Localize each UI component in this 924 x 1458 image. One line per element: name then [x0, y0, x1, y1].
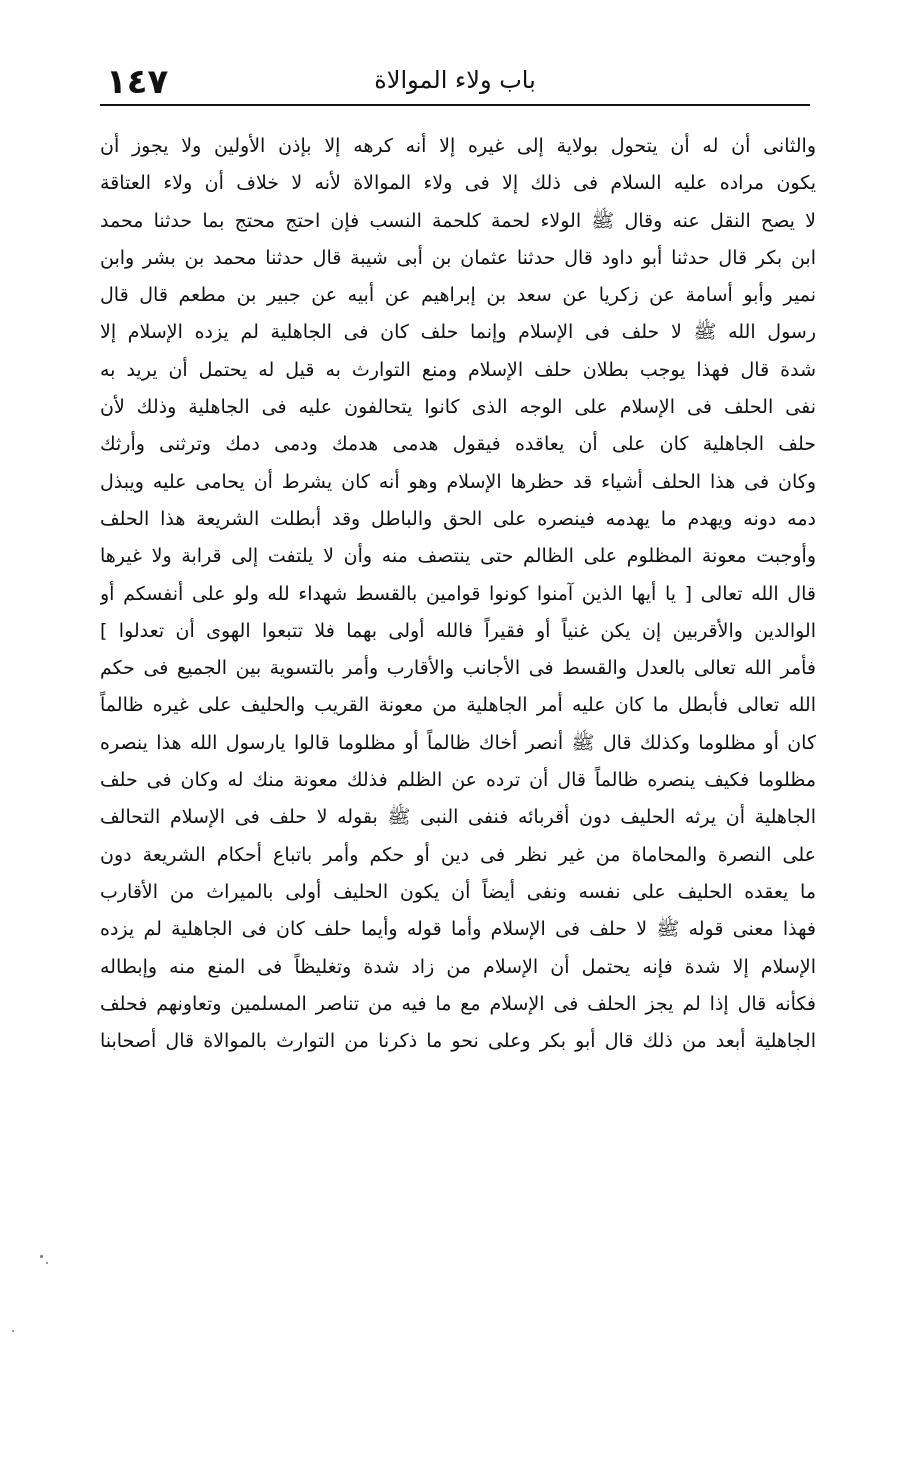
text-line: حلف الجاهلية كان على أن يعاقده فيقول هدمى هدمك ودمى دمك وترثنى وأرثك	[100, 433, 816, 456]
text-line: يكون مراده عليه السلام فى ذلك إلا فى ولاء الموالاة لأنه لا خلاف أن ولاء العتاقة	[100, 172, 816, 195]
scan-speck	[40, 1255, 43, 1258]
text-line: فأمر الله تعالى بالعدل والقسط فى الأجانب والأقارب وأمر بالتسوية بين الجميع فى حكم	[100, 657, 816, 680]
text-line: وأوجبت معونة المظلوم على الظالم حتى ينتصف منه وأن لا يلتفت إلى قرابة ولا غيرها	[100, 545, 816, 568]
text-line: شدة قال فهذا يوجب بطلان حلف الإسلام ومنع التوارث به قيل له يحتمل أن يريد به	[100, 358, 816, 381]
text-line: نمير وأبو أسامة عن زكريا عن سعد بن إبراهيم عن أبيه عن جبير بن مطعم قال قال	[100, 284, 816, 307]
text-line: مظلوما فكيف ينصره ظالماً قال أن ترده عن الظلم فذلك معونة منك له وكان فى حلف	[100, 769, 816, 792]
text-line: والثانى أن له أن يتحول بولاية إلى غيره إلا أنه كرهه إلا بإذن الأولين ولا يجوز أن	[100, 135, 816, 157]
text-line: الوالدين والأقربين إن يكن غنياً أو فقيراً فالله أولى بهما فلا تتبعوا الهوى أن تعدلوا ]	[100, 619, 816, 642]
page-number: ١٤٧	[106, 62, 169, 102]
text-line: الجاهلية أن يرثه الحليف دون أقربائه فنفى النبى ﷺ بقوله لا حلف فى الإسلام التحالف	[100, 806, 816, 829]
text-line: لا يصح النقل عنه وقال ﷺ الولاء لحمة كلحمة النسب فإن احتج محتج بما حدثنا محمد	[100, 209, 816, 232]
scan-speck	[12, 1330, 14, 1332]
text-line: كان أو مظلوما وكذلك قال ﷺ أنصر أخاك ظالماً أو مظلوما قالوا يارسول الله هذا ينصره	[100, 731, 816, 754]
text-line: الجاهلية أبعد من ذلك قال أبو بكر وعلى نحو ما ذكرنا من التوارث بالموالاة قال أصحابنا	[100, 1030, 816, 1053]
scan-speck	[46, 1262, 48, 1264]
text-line: الله تعالى فأبطل ما كان عليه أمر الجاهلية من معونة القريب والحليف على غيره ظالماً	[100, 694, 816, 717]
text-line: دمه دونه ويهدم ما يهدمه فينصره على الحق والباطل وقد أبطلت الشريعة هذا الحلف	[100, 507, 816, 530]
text-line: فهذا معنى قوله ﷺ لا حلف فى الإسلام وأما قوله وأيما حلف كان فى الجاهلية لم يزده	[100, 918, 816, 941]
body-text	[100, 128, 816, 1060]
text-line: قال الله تعالى [ يا أيها الذين آمنوا كونوا قوامين بالقسط شهداء لله ولو على أنفسكم أو	[100, 582, 816, 605]
text-line: ما يعقده الحليف على نفسه ونفى أيضاً أن يكون الحليف أولى بالميراث من الأقارب	[100, 880, 816, 903]
page-header	[100, 58, 810, 106]
text-line: فكأنه قال إذا لم يجز الحلف فى الإسلام مع ما فيه من تناصر المسلمين وتعاونهم فحلف	[100, 992, 816, 1015]
chapter-title: باب ولاء الموالاة	[374, 66, 536, 94]
text-line: نفى الحلف فى الإسلام على الوجه الذى كانوا يتحالفون عليه فى الجاهلية وذلك لأن	[100, 396, 816, 419]
text-line: ابن بكر قال حدثنا أبو داود قال حدثنا عثمان بن أبى شيبة قال حدثنا محمد بن بشر وابن	[100, 246, 816, 269]
text-line: رسول الله ﷺ لا حلف فى الإسلام وإنما حلف كان فى الجاهلية لم يزده الإسلام إلا	[100, 321, 816, 344]
text-line: الإسلام إلا شدة فإنه يحتمل أن الإسلام من زاد شدة وتغليظاً فى المنع منه وإبطاله	[100, 955, 816, 978]
header-divider	[100, 104, 810, 106]
text-line: وكان فى هذا الحلف أشياء قد حظرها الإسلام وهو أنه كان يشرط أن يحامى عليه ويبذل	[100, 470, 816, 493]
text-line: على النصرة والمحاماة من غير نظر فى دين أو حكم وأمر باتباع أحكام الشريعة دون	[100, 843, 816, 866]
